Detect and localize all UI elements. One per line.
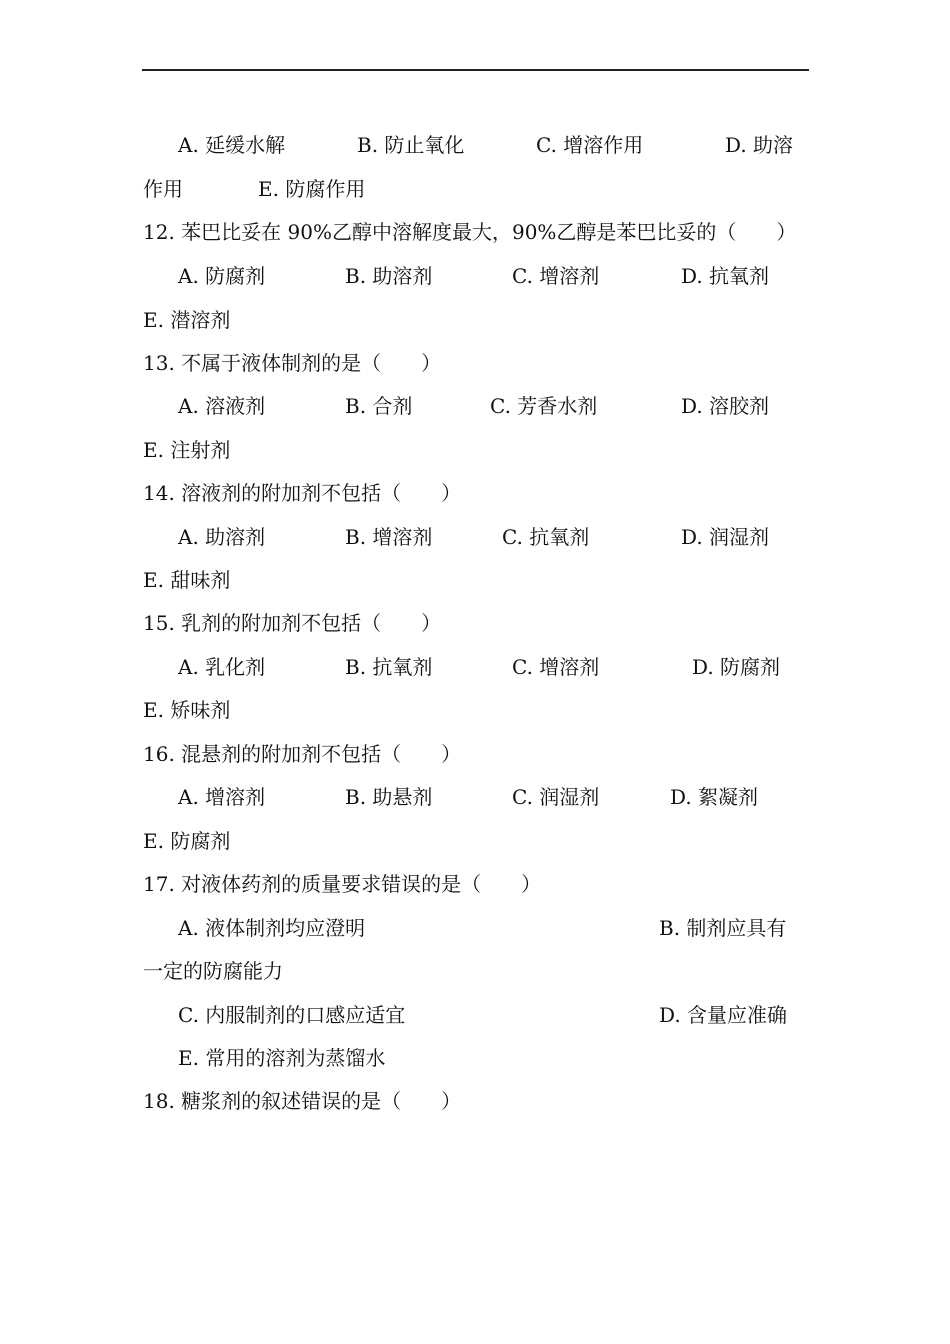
option-text: E. 甜味剂 [143,568,231,592]
question-17: 17. 对液体药剂的质量要求错误的是（ ） [143,872,542,896]
option-text: D. 润湿剂 [681,525,770,549]
option-text: E. 防腐作用 [258,177,366,201]
option-text: A. 溶液剂 [178,394,266,418]
option-text: A. 助溶剂 [178,525,266,549]
option-text: A. 乳化剂 [178,655,266,679]
option-text: C. 增溶剂 [512,655,600,679]
option-text: D. 絮凝剂 [670,785,759,809]
option-text: C. 抗氧剂 [502,525,590,549]
option-text: D. 含量应准确 [659,1003,788,1027]
option-text: B. 助悬剂 [345,785,433,809]
option-text: A. 增溶剂 [178,785,266,809]
question-18: 18. 糖浆剂的叙述错误的是（ ） [143,1089,462,1113]
option-text: B. 增溶剂 [345,525,433,549]
option-text: B. 防止氧化 [357,133,465,157]
option-text: E. 注射剂 [143,438,231,462]
question-16: 16. 混悬剂的附加剂不包括（ ） [143,742,462,766]
option-text: C. 润湿剂 [512,785,600,809]
option-text: D. 防腐剂 [692,655,781,679]
option-text: E. 防腐剂 [143,829,231,853]
option-text: E. 潜溶剂 [143,308,231,332]
option-text: E. 矫味剂 [143,698,231,722]
option-text: A. 液体制剂均应澄明 [178,916,366,940]
option-text: B. 合剂 [345,394,413,418]
option-text: C. 增溶剂 [512,264,600,288]
option-text: B. 抗氧剂 [345,655,433,679]
option-text: D. 溶胶剂 [681,394,770,418]
option-text: D. 抗氧剂 [681,264,770,288]
option-text: B. 助溶剂 [345,264,433,288]
option-text: D. 助溶 [725,133,794,157]
option-text: C. 增溶作用 [536,133,644,157]
header-rule [142,69,809,71]
option-text: C. 芳香水剂 [490,394,598,418]
question-15: 15. 乳剂的附加剂不包括（ ） [143,611,442,635]
option-text: 一定的防腐能力 [143,959,283,983]
question-12: 12. 苯巴比妥在 90%乙醇中溶解度最大，90%乙醇是苯巴比妥的（ ） [143,220,797,244]
option-text: B. 制剂应具有 [659,916,787,940]
option-text: A. 延缓水解 [178,133,286,157]
option-text: 作用 [143,177,183,201]
question-13: 13. 不属于液体制剂的是（ ） [143,351,442,375]
question-14: 14. 溶液剂的附加剂不包括（ ） [143,481,462,505]
option-text: C. 内服制剂的口感应适宜 [178,1003,406,1027]
option-text: A. 防腐剂 [178,264,266,288]
option-text: E. 常用的溶剂为蒸馏水 [178,1046,386,1070]
